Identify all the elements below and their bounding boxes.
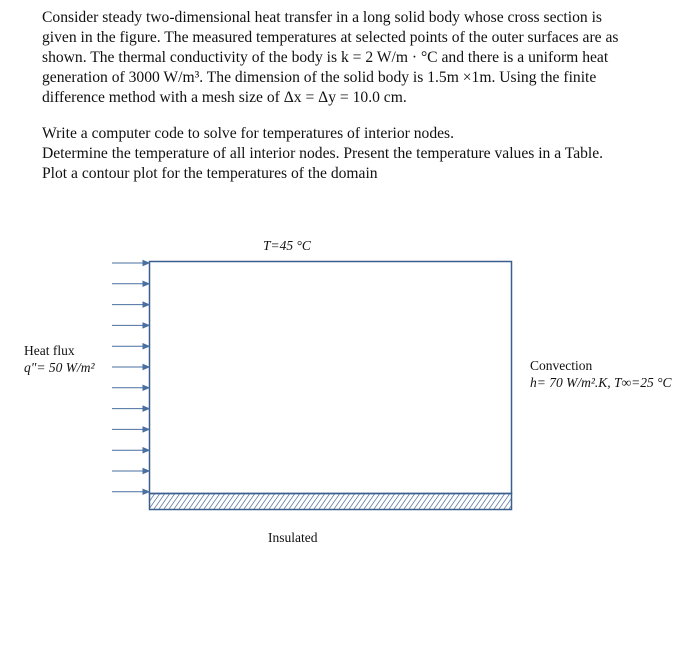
insulated-label: Insulated [268,530,318,545]
convection-value: h= 70 W/m².K, T∞=25 °C [530,375,672,390]
insulated-hatch [150,494,512,510]
task-line: Plot a contour plot for the temperatures of the domain [42,165,378,182]
task-line: Determine the temperature of all interior nodes. Present the temperature values in a Table. [42,145,604,162]
problem-line: Consider steady two-dimensional heat transfer in a long solid body whose cross section is [42,9,602,26]
heat-flux-label: Heat flux [24,343,75,358]
task-line: Write a computer code to solve for temperatures of interior nodes. [42,125,455,142]
heat-flux-arrowhead [143,302,149,307]
problem-line: generation of 3000 W/m³. The dimension of the solid body is 1.5m ×1m. Using the finite [42,69,597,86]
heat-flux-arrowhead [143,344,149,349]
heat-flux-arrowhead [143,489,149,494]
problem-line: given in the figure. The measured temperatures at selected points of the outer surfaces are as [42,29,619,46]
heat-flux-value: q"= 50 W/m² [24,360,95,375]
heat-flux-arrowhead [143,385,149,390]
heat-flux-arrowhead [143,469,149,474]
heat-flux-arrowhead [143,448,149,453]
heat-flux-arrowhead [143,261,149,266]
heat-flux-arrowhead [143,323,149,328]
heat-flux-arrowhead [143,427,149,432]
heat-flux-arrowhead [143,281,149,286]
convection-label: Convection [530,358,593,373]
problem-line: shown. The thermal conductivity of the body is k = 2 W/m · °C and there is a uniform heat [42,49,609,66]
problem-line: difference method with a mesh size of Δx = Δy = 10.0 cm. [42,89,407,106]
heat-flux-arrowhead [143,365,149,370]
heat-flux-arrowhead [143,406,149,411]
heat-flux-arrows [112,261,149,495]
solid-body [150,262,512,494]
top-temperature-label: T=45 °C [263,238,311,253]
